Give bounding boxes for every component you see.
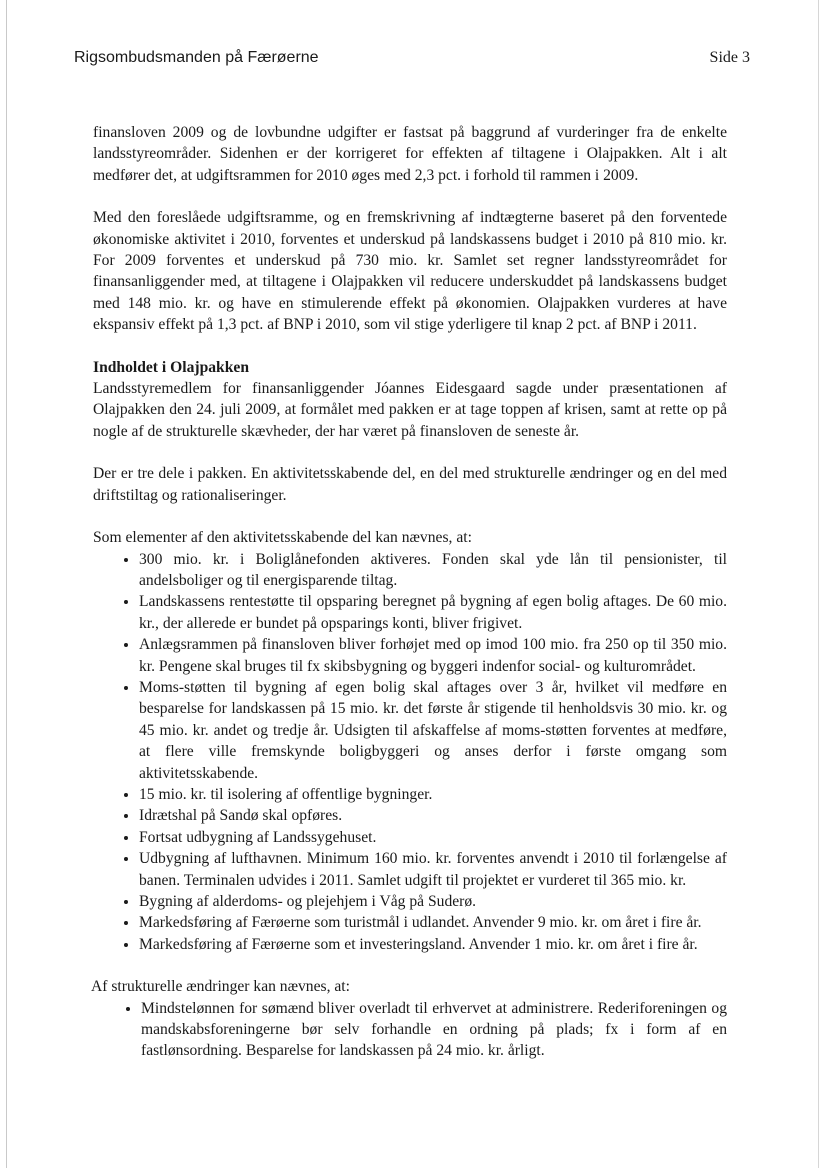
list-item: • Markedsføring af Færøerne som et investeringsland. Anvender 1 mio. kr. om året i fire år.	[139, 934, 727, 955]
list-item: • Mindstelønnen for sømænd bliver overladt til erhvervet at administrere. Rederiforeningen og mandskabsforeningerne bør selv forhandle en ordning på plads; fx i form af en fastlønsordning. Besparelse for landskassen på 24 mio. kr. årligt.	[141, 998, 727, 1062]
page-header	[74, 49, 750, 73]
paragraph-underskud: Med den foreslåede udgiftsramme, og en fremskrivning af indtægterne baseret på den forventede økonomiske aktivitet i 2010, forventes et underskud på landskassens budget i 2010 på 810 mio. kr. For 2009 forventes et underskud på 730 mio. kr. Samlet set regner landsstyreområdet for finansanliggender med, at tiltagene i Olajpakken vil reducere underskuddet på landskassens budget med 148 mio. kr. og have en stimulerende effekt på økonomien. Olajpakken vurderes at have ekspansiv effekt på 1,3 pct. af BNP i 2010, som vil stige yderligere til knap 2 pct. af BNP i 2011.	[93, 209, 727, 334]
list-item: • Bygning af alderdoms- og plejehjem i Våg på Suderø.	[139, 891, 727, 912]
list-item: • Udbygning af lufthavnen. Minimum 160 mio. kr. forventes anvendt i 2010 til forlængelse af banen. Terminalen udvides i 2011. Samlet udgift til projektet er vurderet til 365 mio. kr.	[139, 848, 727, 891]
list-item: • Markedsføring af Færøerne som turistmål i udlandet. Anvender 9 mio. kr. om året i fire år.	[139, 912, 727, 933]
paragraph-list2-intro: Af strukturelle ændringer kan nævnes, at:	[91, 978, 350, 996]
list-item: • Moms-støtten til bygning af egen bolig skal aftages over 3 år, hvilket vil medføre en besparelse for landskassen på 15 mio. kr. det første år stigende til henholdsvis 30 mio. kr. og 45 mio. kr. andet og tredje år. Udsigten til afskaffelse af moms-støtten forventes at medføre, at flere ville fremskynde boligbyggeri og anses derfor i første omgang som aktivitetsskabende.	[139, 677, 727, 784]
scan-edge-left	[6, 0, 7, 1168]
paragraph-udgiftsramme: finansloven 2009 og de lovbundne udgifter er fastsat på baggrund af vurderinger fra de enkelte landsstyreområder. Sidenhen er der korrigeret for effekten af tiltagene i Olajpakken. Alt i alt medfører det, at udgiftsrammen for 2010 øges med 2,3 pct. i forhold til rammen i 2009.	[93, 124, 727, 184]
list-aktivitetsskabende	[93, 549, 727, 956]
section-heading: Indholdet i Olajpakken	[93, 358, 249, 376]
list-item: • 15 mio. kr. til isolering af offentlige bygninger.	[139, 784, 727, 805]
list-item: • Idrætshal på Sandø skal opføres.	[139, 805, 727, 826]
paragraph-tre-dele: Der er tre dele i pakken. En aktivitetsskabende del, en del med strukturelle ændringer og en del med driftstiltag og rationaliseringer.	[93, 465, 727, 504]
document-body	[93, 122, 727, 1083]
list-item: • Landskassens rentestøtte til opsparing beregnet på bygning af egen bolig aftages. De 60 mio. kr., der allerede er bundet på opsparings konti, bliver frigivet.	[139, 591, 727, 634]
paragraph-formaal: Landsstyremedlem for finansanliggender Jóannes Eidesgaard sagde under præsentationen af Olajpakken den 24. juli 2009, at formålet med pakken er at tage toppen af krisen, samt at rette op på nogle af de strukturelle skævheder, der har været på finansloven de seneste år.	[93, 380, 727, 440]
list-item: • Fortsat udbygning af Landssygehuset.	[139, 827, 727, 848]
list-item: • Anlægsrammen på finansloven bliver forhøjet med op imod 100 mio. fra 250 op til 350 mio. kr. Pengene skal bruges til fx skibsbygning og byggeri indenfor social- og kulturområdet.	[139, 634, 727, 677]
paragraph-list1-intro: Som elementer af den aktivitetsskabende del kan nævnes, at:	[93, 529, 472, 547]
list-strukturelle	[93, 998, 727, 1062]
header-title: Rigsombudsmanden på Færøerne	[74, 49, 319, 66]
list-item: • 300 mio. kr. i Boliglånefonden aktiveres. Fonden skal yde lån til pensionister, til andelsboliger og til energisparende tiltag.	[139, 549, 727, 592]
page-number: Side 3	[709, 49, 750, 66]
scan-edge-right	[818, 0, 819, 1168]
